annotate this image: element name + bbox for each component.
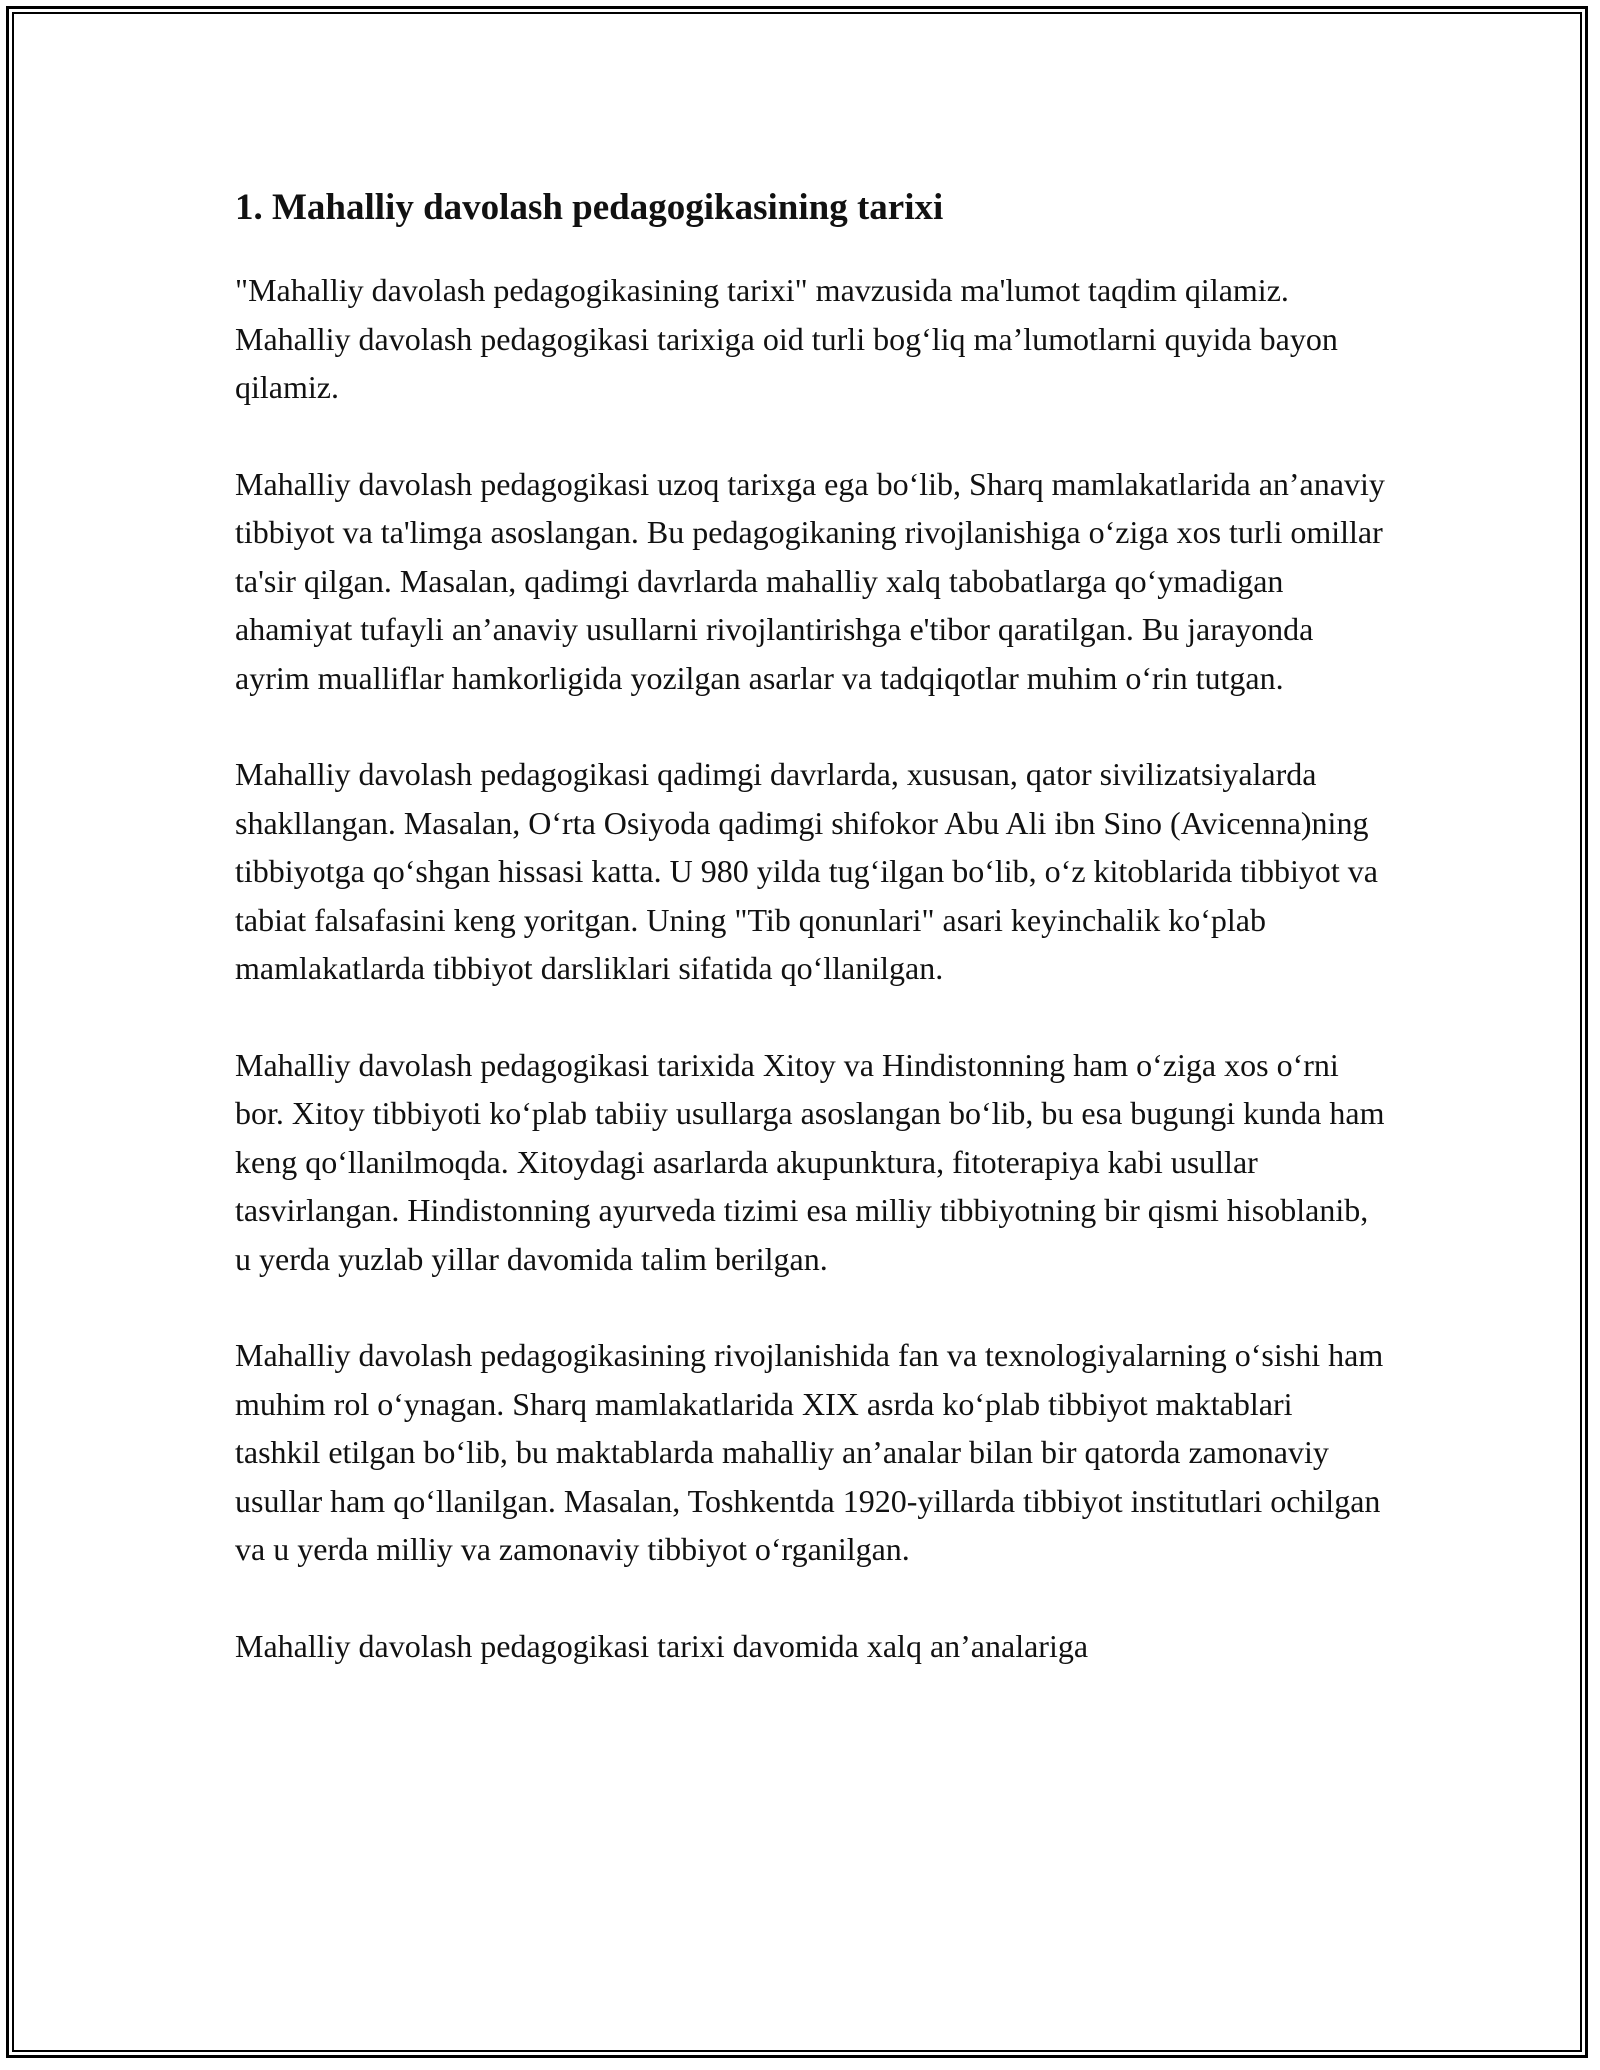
paragraph-china-india: Mahalliy davolash pedagogikasi tarixida Xitoy va Hindistonning ham o‘ziga xos o‘rni bor. Xitoy tibbiyoti ko‘plab tabiiy usullarga asoslangan bo‘lib, bu esa bugungi kunda ham keng qo‘llanilmoqda. Xitoydagi asarlarda akupunktura, fitoterapiya kabi usullar tasvirlangan. Hindistonning ayurveda tizimi esa milliy tibbiyotning bir qismi hisoblanib, u yerda yuzlab yillar davomida talim berilgan. (235, 1046, 1385, 1277)
paragraph-intro: "Mahalliy davolash pedagogikasining tarixi" mavzusida ma'lumot taqdim qilamiz. Mahalliy davolash pedagogikasi tarixiga oid turli bog‘liq ma’lumotlarni quyida bayon qilamiz. (235, 272, 1338, 405)
document-body (235, 184, 1385, 1718)
paragraph-science-technology: Mahalliy davolash pedagogikasining rivojlanishida fan va texnologiyalarning o‘sishi ham muhim rol o‘ynagan. Sharq mamlakatlarida XIX asrda ko‘plab tibbiyot maktablari tashkil etilgan bo‘lib, bu maktablarda mahalliy an’analar bilan bir qatorda zamonaviy usullar ham qo‘llanilgan. Masalan, Toshkentda 1920-yillarda tibbiyot institutlari ochilgan va u yerda milliy va zamonaviy tibbiyot o‘rganilgan. (235, 1337, 1384, 1567)
paragraph-ancient-civilizations: Mahalliy davolash pedagogikasi qadimgi davrlarda, xususan, qator sivilizatsiyalarda shakllangan. Masalan, O‘rta Osiyoda qadimgi shifokor Abu Ali ibn Sino (Avicenna)ning tibbiyotga qo‘shgan hissasi katta. U 980 yilda tug‘ilgan bo‘lib, o‘z kitoblarida tibbiyot va tabiat falsafasini keng yoritgan. Uning "Tib qonunlari" asari keyinchalik ko‘plab mamlakatlarda tibbiyot darsliklari sifatida qo‘llanilgan. (235, 756, 1378, 986)
paragraph-history-overview: Mahalliy davolash pedagogikasi uzoq tarixga ega bo‘lib, Sharq mamlakatlarida an’anaviy tibbiyot va ta'limga asoslangan. Bu pedagogikaning rivojlanishiga o‘ziga xos turli omillar ta'sir qilgan. Masalan, qadimgi davrlarda mahalliy xalq tabobatlarga qo‘ymadigan ahamiyat tufayli an’anaviy usullarni rivojlantirishga e'tibor qaratilgan. Bu jarayonda ayrim mualliflar hamkorligida yozilgan asarlar va tadqiqotlar muhim o‘rin tutgan. (235, 465, 1385, 696)
paragraph-folk-traditions: Mahalliy davolash pedagogikasi tarixi davomida xalq an’analariga (235, 1627, 1089, 1664)
section-heading: 1. Mahalliy davolash pedagogikasining tarixi (235, 187, 944, 228)
